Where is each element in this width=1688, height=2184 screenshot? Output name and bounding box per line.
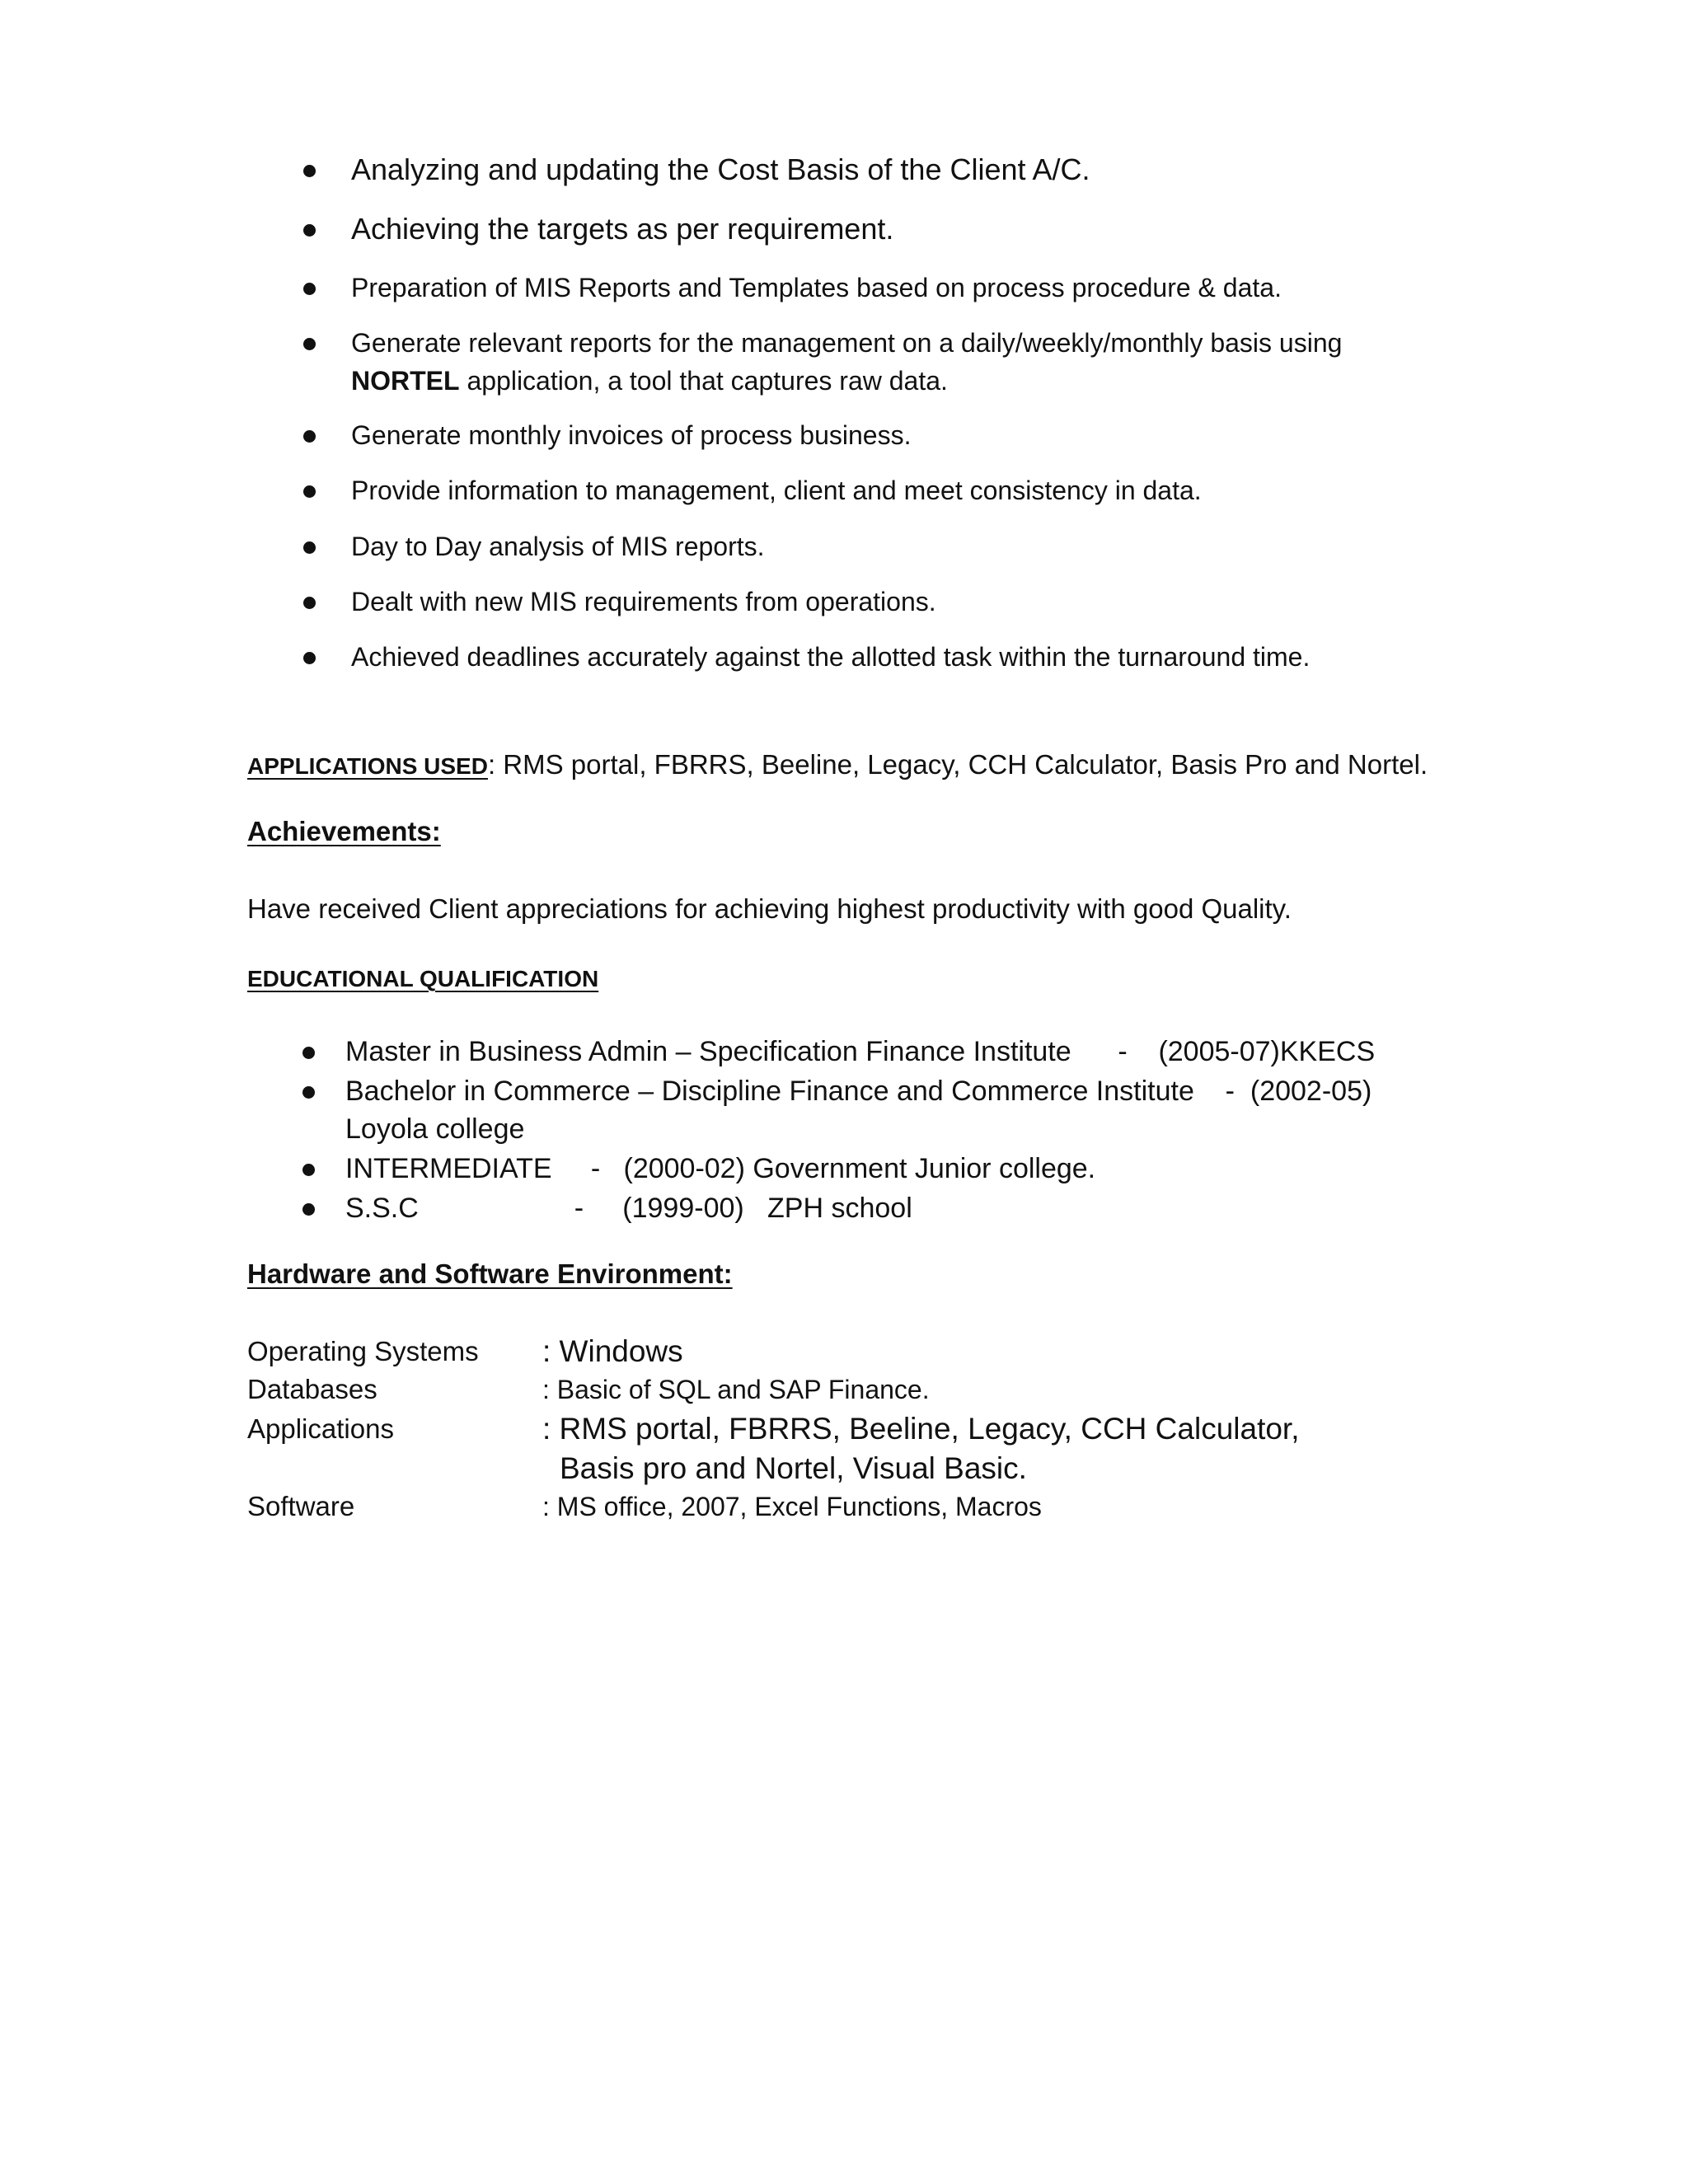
bullet-icon xyxy=(303,338,316,350)
applications-used-line xyxy=(247,746,1428,785)
list-item-text: Generate monthly invoices of process business. xyxy=(351,420,912,450)
list-item xyxy=(351,151,1464,189)
education-item xyxy=(345,1150,1458,1188)
applications-used-value: : RMS portal, FBRRS, Beeline, Legacy, CCH Calculator, Basis Pro and Nortel. xyxy=(487,749,1428,780)
env-value: : Windows xyxy=(542,1334,683,1368)
list-item-text: Provide information to management, client and meet consistency in data. xyxy=(351,476,1202,505)
env-label: Applications xyxy=(247,1413,394,1444)
achievements-heading: Achievements: xyxy=(247,816,441,846)
list-item xyxy=(351,269,1464,307)
env-row-databases xyxy=(247,1371,1648,1410)
bullet-icon xyxy=(303,485,316,498)
bullet-icon xyxy=(302,1047,315,1059)
env-row-software xyxy=(247,1488,1648,1527)
education-item xyxy=(345,1072,1442,1148)
bullet-icon xyxy=(302,1164,315,1176)
bullet-icon xyxy=(303,165,316,177)
list-item-text: Day to Day analysis of MIS reports. xyxy=(351,532,765,561)
bullet-icon xyxy=(303,430,316,443)
list-item-text: Achieving the targets as per requirement. xyxy=(351,212,894,246)
education-item xyxy=(345,1033,1458,1071)
list-item-text: Generate relevant reports for the management on a daily/weekly/monthly basis using xyxy=(351,328,1343,358)
list-item xyxy=(351,210,1464,248)
education-item-text: Bachelor in Commerce – Discipline Finance and Commerce Institute - (2002-05) Loyola college xyxy=(345,1076,1380,1145)
list-item-text-cont: application, a tool that captures raw data. xyxy=(467,366,948,396)
list-item-text: Preparation of MIS Reports and Templates based on process procedure & data. xyxy=(351,273,1282,302)
list-item xyxy=(351,583,1464,621)
env-label: Software xyxy=(247,1491,355,1521)
bullet-icon xyxy=(303,541,316,554)
bullet-icon xyxy=(303,283,316,295)
env-value: : RMS portal, FBRRS, Beeline, Legacy, CCH Calculator, xyxy=(542,1412,1300,1446)
env-value: : Basic of SQL and SAP Finance. xyxy=(542,1375,930,1404)
education-item-text: Master in Business Admin – Specification Finance Institute - (2005-07)KKECS xyxy=(345,1036,1376,1067)
applications-used-label: APPLICATIONS USED xyxy=(247,753,488,779)
bullet-icon xyxy=(302,1203,315,1216)
list-item xyxy=(351,416,1464,454)
achievements-text: Have received Client appreciations for achieving highest productivity with good Quality. xyxy=(247,893,1292,924)
env-label: Databases xyxy=(247,1374,377,1404)
env-value: : MS office, 2007, Excel Functions, Macros xyxy=(542,1492,1042,1521)
list-item-text: Achieved deadlines accurately against the allotted task within the turnaround time. xyxy=(351,642,1311,672)
education-item-text: INTERMEDIATE - (2000-02) Government Junior college. xyxy=(345,1153,1096,1184)
list-item xyxy=(351,324,1464,400)
bullet-icon xyxy=(302,1086,315,1099)
education-item-text: S.S.C - (1999-00) ZPH school xyxy=(345,1193,912,1224)
env-row-applications xyxy=(247,1410,1648,1489)
bullet-icon xyxy=(303,224,316,237)
list-item xyxy=(351,527,1464,565)
env-row-operating-systems xyxy=(247,1333,1648,1372)
bullet-icon xyxy=(303,597,316,609)
env-label: Operating Systems xyxy=(247,1336,479,1366)
bullet-icon xyxy=(303,652,316,664)
education-item xyxy=(345,1189,1458,1227)
env-value-cont: Basis pro and Nortel, Visual Basic. xyxy=(560,1451,1027,1485)
list-item-text: Analyzing and updating the Cost Basis of the Client A/C. xyxy=(351,152,1090,186)
list-item-text: Dealt with new MIS requirements from operations. xyxy=(351,587,936,616)
education-heading: EDUCATIONAL QUALIFICATION xyxy=(247,966,599,991)
environment-heading: Hardware and Software Environment: xyxy=(247,1258,733,1289)
list-item xyxy=(351,638,1464,676)
nortel-bold-text: NORTEL xyxy=(351,366,460,396)
list-item xyxy=(351,471,1464,509)
